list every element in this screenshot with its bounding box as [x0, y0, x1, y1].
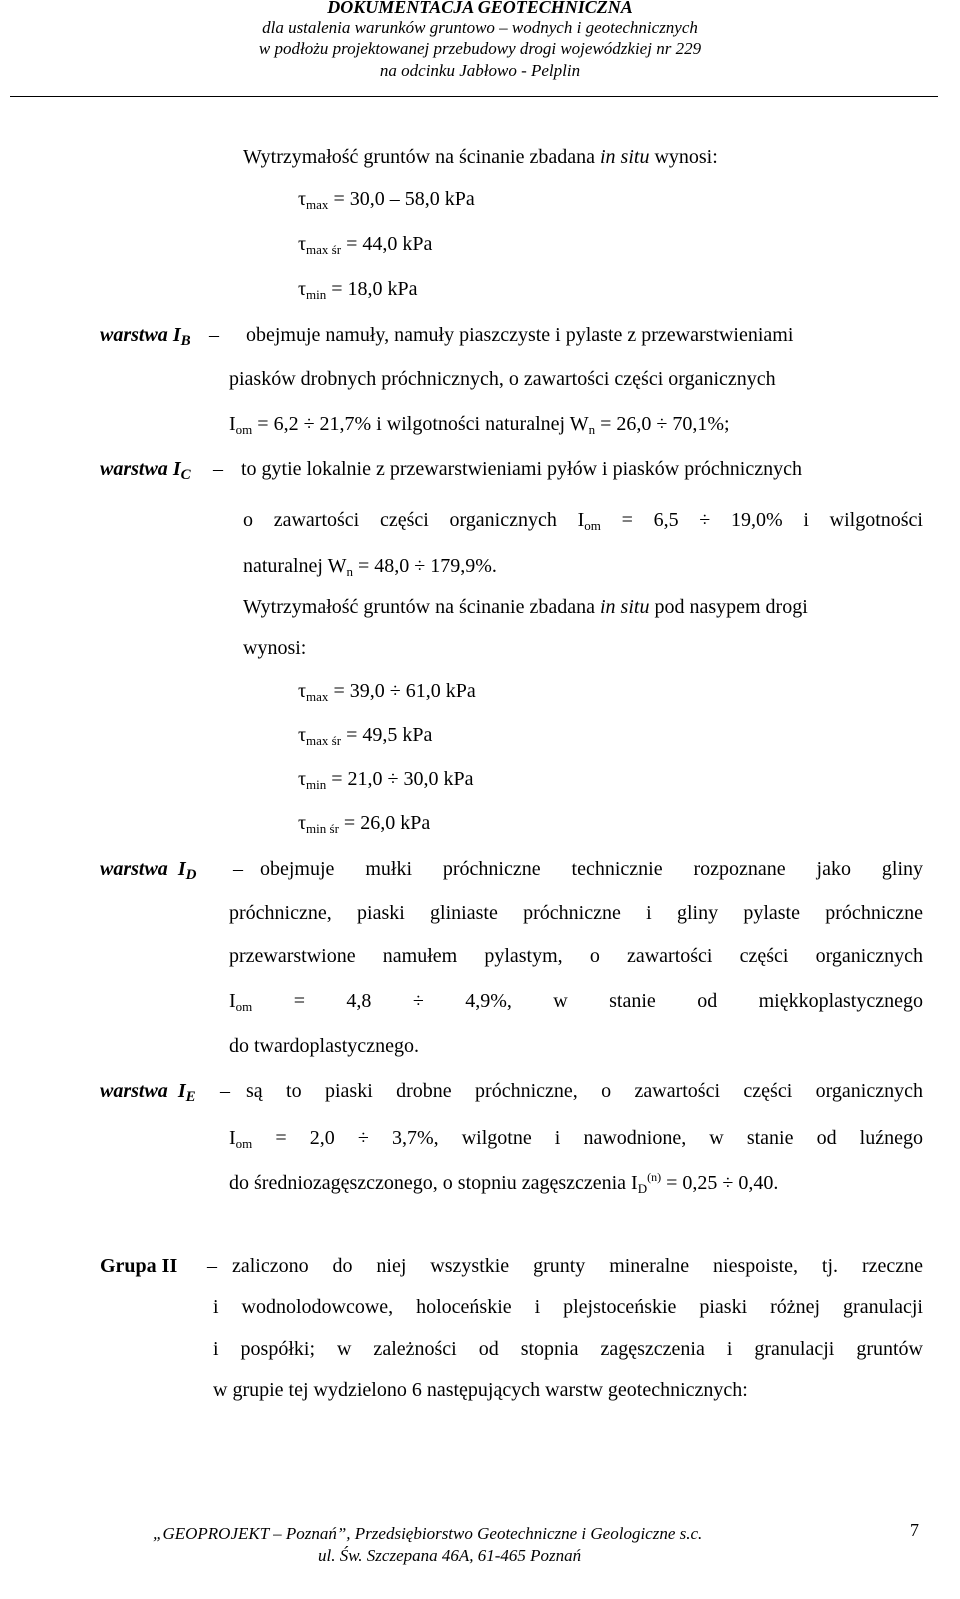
shear-intro-2-line-2: wynosi:: [243, 637, 307, 659]
group-II-dash: –: [207, 1255, 217, 1277]
layer-IB-line-3: $I_{om} = 6,2 \div 21,7\%$ i wilgotności naturalnej $W_n = 26,0 \div 70,1\%$;: [229, 413, 730, 437]
tau-min-avg-2: $\tau_{min śr} = 26,0$ kPa: [298, 812, 431, 836]
layer-IC-dash: –: [213, 458, 223, 480]
layer-IE-line-1: są to piaski drobne próchniczne, o zawartości części organicznych: [246, 1080, 923, 1102]
group-II-label: Grupa II: [100, 1255, 178, 1277]
layer-IC-label: warstwa $I_C$: [100, 458, 191, 483]
layer-IC-line-3: naturalnej $W_n = 48,0 \div 179,9\%$.: [243, 555, 497, 579]
layer-IE-line-2: $I_{om} = 2,0 \div 3,7\%$, wilgotne i nawodnione, w stanie od luźnego: [229, 1127, 923, 1151]
tau-min-1: $\tau_{min} = 18,0$ kPa: [298, 278, 418, 302]
header-title: DOKUMENTACJA GEOTECHNICZNA: [327, 0, 633, 17]
layer-IB-line-2: piasków drobnych próchnicznych, o zawartości części organicznych: [229, 368, 776, 390]
layer-IB-label: warstwa $I_B$: [100, 324, 191, 349]
layer-ID-dash: –: [233, 858, 243, 880]
layer-IB-dash: –: [209, 324, 219, 346]
group-II-line-3: i pospółki; w zależności od stopnia zagęszczenia i granulacji gruntów: [213, 1338, 923, 1360]
tau-max-avg-2: $\tau_{max śr} = 49,5$ kPa: [298, 724, 433, 748]
layer-IE-dash: –: [220, 1080, 230, 1102]
footer-company: „GEOPROJEKT – Poznań”, Przedsiębiorstwo Geotechniczne i Geologiczne s.c.: [153, 1524, 703, 1543]
group-II-line-4: w grupie tej wydzielono 6 następujących warstw geotechnicznych:: [213, 1379, 748, 1401]
tau-max-avg-1: $\tau_{max śr} = 44,0$ kPa: [298, 233, 433, 257]
layer-IE-line-3: do średniozagęszczonego, o stopniu zagęszczenia $I_D^{(n)} = 0,25 \div 0,40$.: [229, 1170, 779, 1196]
header-line-2: w podłożu projektowanej przebudowy drogi wojewódzkiej nr 229: [258, 39, 702, 58]
header-divider: [10, 96, 938, 97]
shear-intro-1: Wytrzymałość gruntów na ścinanie zbadana in situ wynosi:: [243, 146, 718, 168]
page-number: 7: [910, 1520, 919, 1540]
tau-max-2: $\tau_{max} = 39,0 \div 61,0$ kPa: [298, 680, 476, 704]
tau-min-2: $\tau_{min} = 21,0 \div 30,0$ kPa: [298, 768, 474, 792]
group-II-line-2: i wodnolodowcowe, holoceńskie i plejstoceńskie piaski różnej granulacji: [213, 1296, 923, 1318]
footer-address: ul. Św. Szczepana 46A, 61-465 Poznań: [318, 1546, 582, 1565]
header-line-1: dla ustalenia warunków gruntowo – wodnych i geotechnicznych: [262, 18, 698, 37]
layer-IB-line-1: obejmuje namuły, namuły piaszczyste i pylaste z przewarstwieniami: [246, 324, 794, 346]
layer-ID-label: warstwa $I_D$: [100, 858, 197, 883]
tau-max-1: $\tau_{max} = 30,0 - 58,0$ kPa: [298, 188, 475, 212]
layer-ID-line-1: obejmuje mułki próchniczne technicznie rozpoznane jako gliny: [260, 858, 923, 880]
group-II-line-1: zaliczono do niej wszystkie grunty mineralne niespoiste, tj. rzeczne: [232, 1255, 923, 1277]
layer-ID-line-2: próchniczne, piaski gliniaste próchniczne i gliny pylaste próchniczne: [229, 902, 923, 924]
layer-IE-label: warstwa $I_E$: [100, 1080, 196, 1105]
layer-ID-line-5: do twardoplastycznego.: [229, 1035, 419, 1057]
layer-ID-line-3: przewarstwione namułem pylastym, o zawartości części organicznych: [229, 945, 923, 967]
layer-ID-line-4: $I_{om} = 4,8 \div 4,9\%$, w stanie od miękkoplastycznego: [229, 990, 923, 1014]
header-line-3: na odcinku Jabłowo - Pelplin: [379, 61, 581, 80]
layer-IC-line-1: to gytie lokalnie z przewarstwieniami pyłów i piasków próchnicznych: [241, 458, 802, 480]
shear-intro-2: Wytrzymałość gruntów na ścinanie zbadana in situ pod nasypem drogi: [243, 596, 808, 618]
layer-IC-line-2: o zawartości części organicznych $I_{om} = 6,5 \div 19,0\%$ i wilgotności: [243, 509, 923, 533]
